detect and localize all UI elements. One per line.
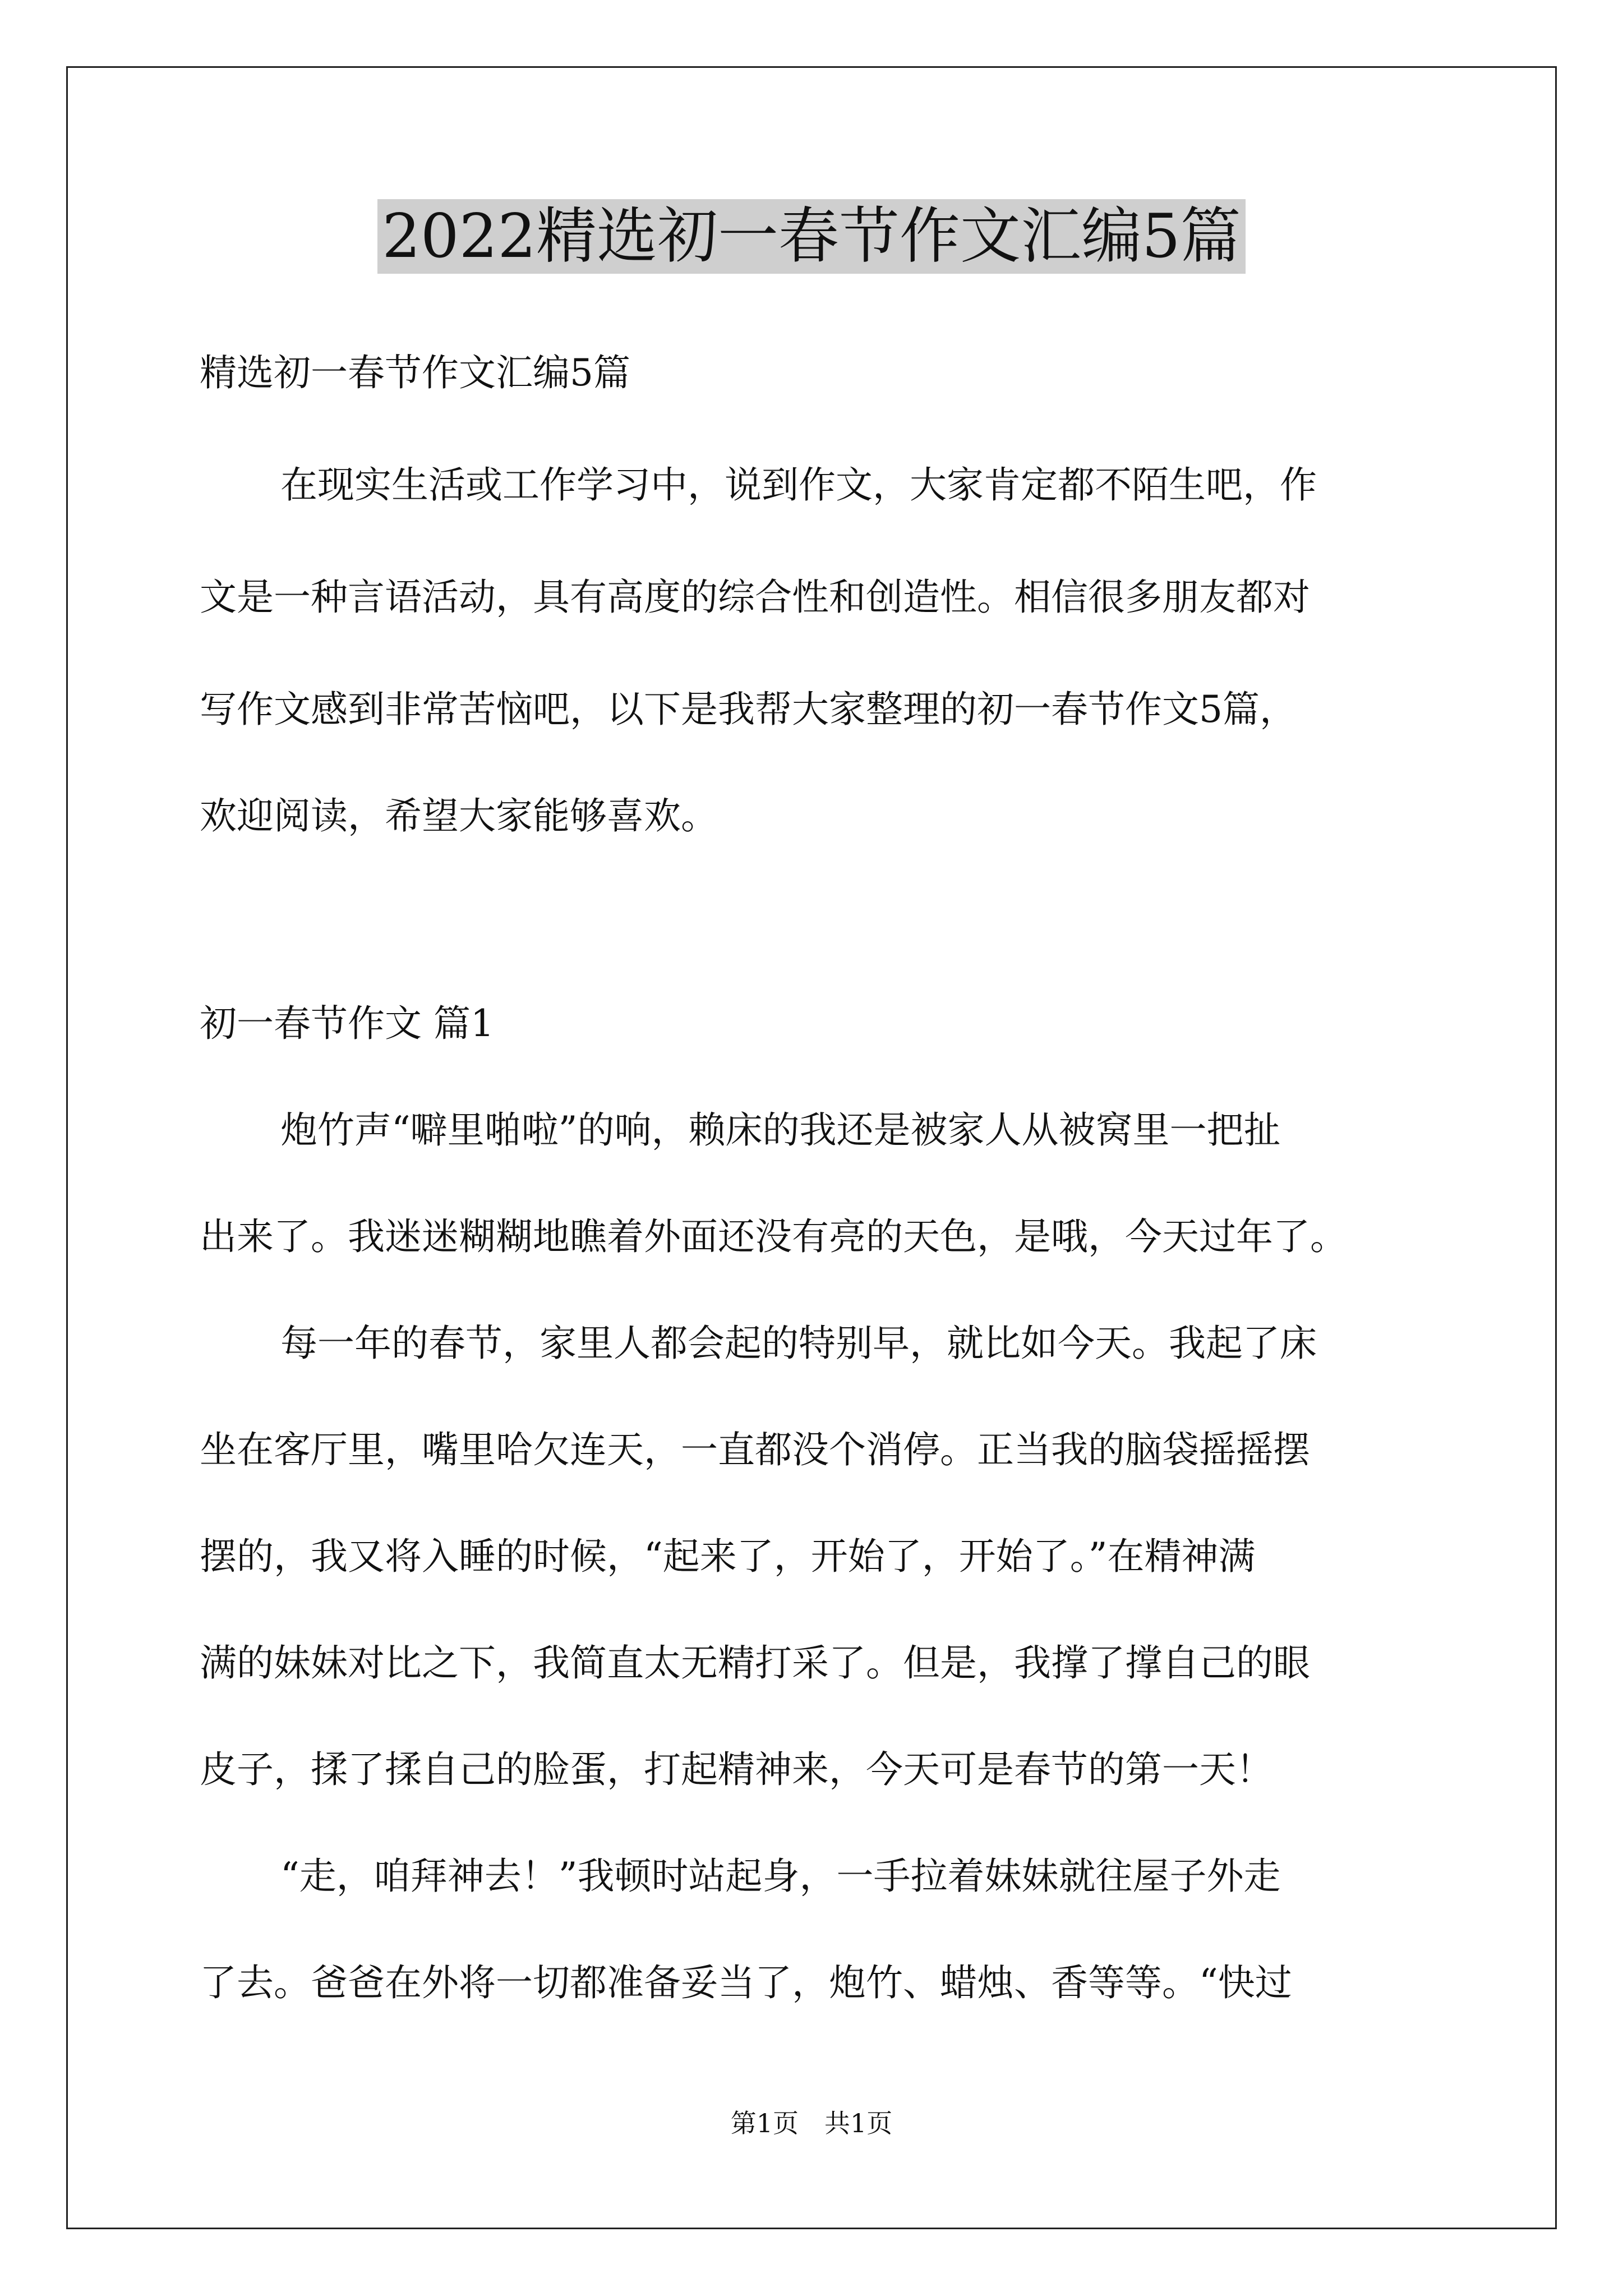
body-line-2: 出来了。我迷迷糊糊地瞧着外面还没有亮的天色，是哦，今天过年了。 — [200, 1215, 1347, 1258]
body-line-1: 炮竹声“噼里啪啦”的响，赖床的我还是被家人从被窝里一把扯 — [280, 1108, 1281, 1152]
body-line-6: 满的妹妹对比之下，我简直太无精打采了。但是，我撑了撑自己的眼 — [200, 1641, 1310, 1685]
intro-line-4: 欢迎阅读，希望大家能够喜欢。 — [200, 794, 718, 838]
body-line-9: 了去。爸爸在外将一切都准备妥当了，炮竹、蜡烛、香等等。“快过 — [200, 1961, 1292, 2004]
intro-line-2: 文是一种言语活动，具有高度的综合性和创造性。相信很多朋友都对 — [200, 576, 1310, 619]
page-footer: 第1页 共1页 — [730, 2108, 893, 2138]
body-line-7: 皮子，揉了揉自己的脸蛋，打起精神来，今天可是春节的第一天！ — [200, 1748, 1273, 1791]
subtitle: 精选初一春节作文汇编5篇 — [200, 351, 630, 394]
body-line-3: 每一年的春节，家里人都会起的特别早，就比如今天。我起了床 — [280, 1322, 1317, 1365]
document-title-text: 2022精选初一春节作文汇编5篇 — [377, 199, 1246, 274]
intro-line-1: 在现实生活或工作学习中，说到作文，大家肯定都不陌生吧，作 — [280, 463, 1317, 507]
body-line-8: “走，咱拜神去！”我顿时站起身，一手拉着妹妹就往屋子外走 — [280, 1855, 1281, 1898]
document-title — [0, 197, 1623, 276]
section-heading: 初一春节作文 篇1 — [200, 1002, 494, 1045]
body-line-5: 摆的，我又将入睡的时候，“起来了，开始了，开始了。”在精神满 — [200, 1535, 1256, 1578]
intro-line-3: 写作文感到非常苦恼吧，以下是我帮大家整理的初一春节作文5篇， — [200, 688, 1297, 731]
body-line-4: 坐在客厅里，嘴里哈欠连天，一直都没个消停。正当我的脑袋摇摇摆 — [200, 1428, 1310, 1471]
